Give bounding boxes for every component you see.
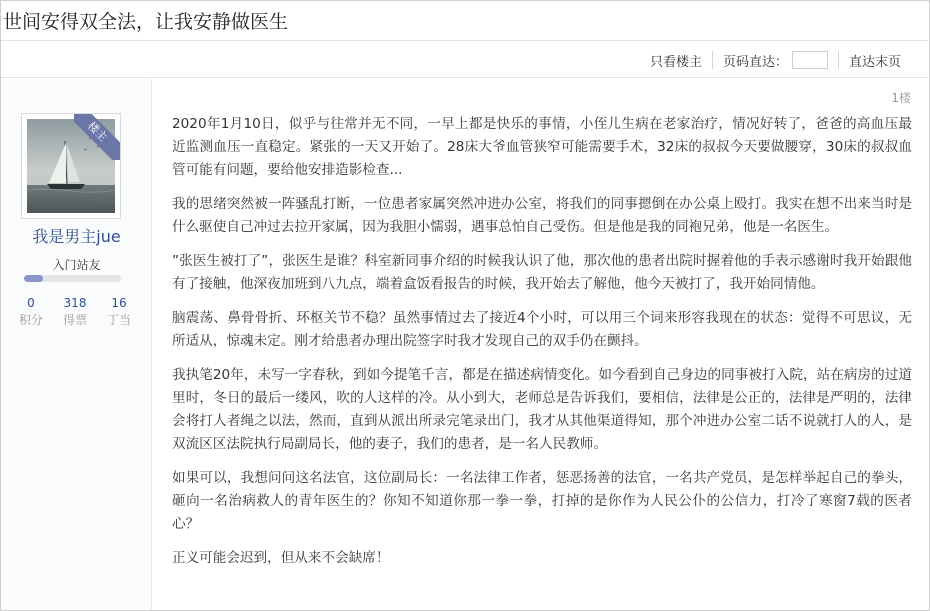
author-rank: 入门站友 [52, 258, 101, 272]
title-bar [1, 1, 929, 41]
last-page-link[interactable]: 直达末页 [848, 54, 901, 70]
stat-value: 0 [27, 296, 35, 310]
floor-number: 1楼 [891, 91, 911, 105]
author-sidebar [1, 79, 152, 611]
post-paragraph: 我执笔20年，未写一字春秋，到如今提笔千言，都是在描述病情变化。如今看到自己身边的同事被打入院，站在病房的过道里时，冬日的最后一缕风，吹的人这样的冷。从小到大，老师总是告诉我们，要相信，法律是公正的，法律是严明的，法律会将打人者绳之以法，然而，直到从派出所录完笔录出门，我才从其他渠道得知，那个冲进办公室二话不说就打人的人，是双流区区法院执行局副局长，他的妻子，我们的患者，是一名人民教师。 [172, 367, 912, 452]
stat-label: 得票 [62, 313, 87, 327]
page-jump-label: 页码直达： [722, 54, 788, 70]
post-paragraph: 如果可以，我想问问这名法官，这位副局长：一名法律工作者，惩恶扬善的法官，一名共产党员，是怎样举起自己的拳头，砸向一名治病救人的青年医生的？你知不知道你那一拳一拳，打掉的是你作为人民公仆的公信力，打冷了寒窗7载的医者心？ [172, 470, 912, 532]
stat-value: 318 [63, 296, 87, 310]
page-jump [713, 51, 838, 70]
op-badge-label: 楼主 [74, 114, 120, 160]
stat-points[interactable] [9, 295, 53, 329]
thread-toolbar [1, 42, 929, 78]
toolbar-actions [640, 48, 911, 72]
post-paragraph: ”张医生被打了”，张医生是谁？科室新同事介绍的时候我认识了他，那次他的患者出院时握着他的手表示感谢时我开始跟他有了接触，他深夜加班到八九点，端着盒饭看报告的时候，我开始去了解他，他今天被打了，我开始同情他。 [172, 253, 912, 292]
post-paragraph: 正义可能会迟到，但从来不会缺席！ [172, 550, 390, 566]
stat-label: 积分 [18, 313, 43, 327]
page-jump-input[interactable] [792, 51, 828, 69]
post-content-area [153, 79, 929, 611]
stat-votes[interactable] [53, 295, 97, 329]
author-stats [9, 295, 145, 329]
avatar-frame[interactable] [21, 113, 121, 219]
level-progress-fill [24, 275, 43, 282]
stat-coins[interactable] [97, 295, 141, 329]
post-body [172, 113, 912, 581]
stat-label: 丁当 [106, 313, 131, 327]
only-op-link[interactable]: 只看楼主 [649, 54, 702, 70]
post-paragraph: 我的思绪突然被一阵骚乱打断，一位患者家属突然冲进办公室，将我们的同事摁倒在办公桌上殴打。我实在想不出来当时是什么驱使自己冲过去拉开家属，因为我胆小懦弱，遇事总怕自己受伤。但是他是我的同袍兄弟，他是一名医生。 [172, 196, 912, 235]
thread-title: 世间安得双全法，让我安静做医生 [3, 11, 289, 33]
stat-value: 16 [111, 296, 127, 310]
author-name-link[interactable]: 我是男主jue [32, 227, 121, 246]
post-paragraph: 脑震荡、鼻骨骨折、环枢关节不稳？虽然事情过去了接近4个小时，可以用三个词来形容我现在的状态：觉得不可思议，无所适从，惊魂未定。刚才给患者办理出院签字时我才发现自己的双手仍在颤抖。 [172, 310, 912, 349]
post-paragraph: 2020年1月10日，似乎与往常并无不同，一早上都是快乐的事情，小侄儿生病在老家治疗，情况好转了，爸爸的高血压最近监测血压一直稳定。紧张的一天又开始了。28床大爷血管狭窄可能需要手术，32床的叔叔今天要做腰穿，30床的叔叔血管可能有问题，要给他安排造影检查... [172, 116, 912, 178]
level-progress-bar [24, 275, 121, 282]
op-corner-badge [74, 114, 120, 160]
